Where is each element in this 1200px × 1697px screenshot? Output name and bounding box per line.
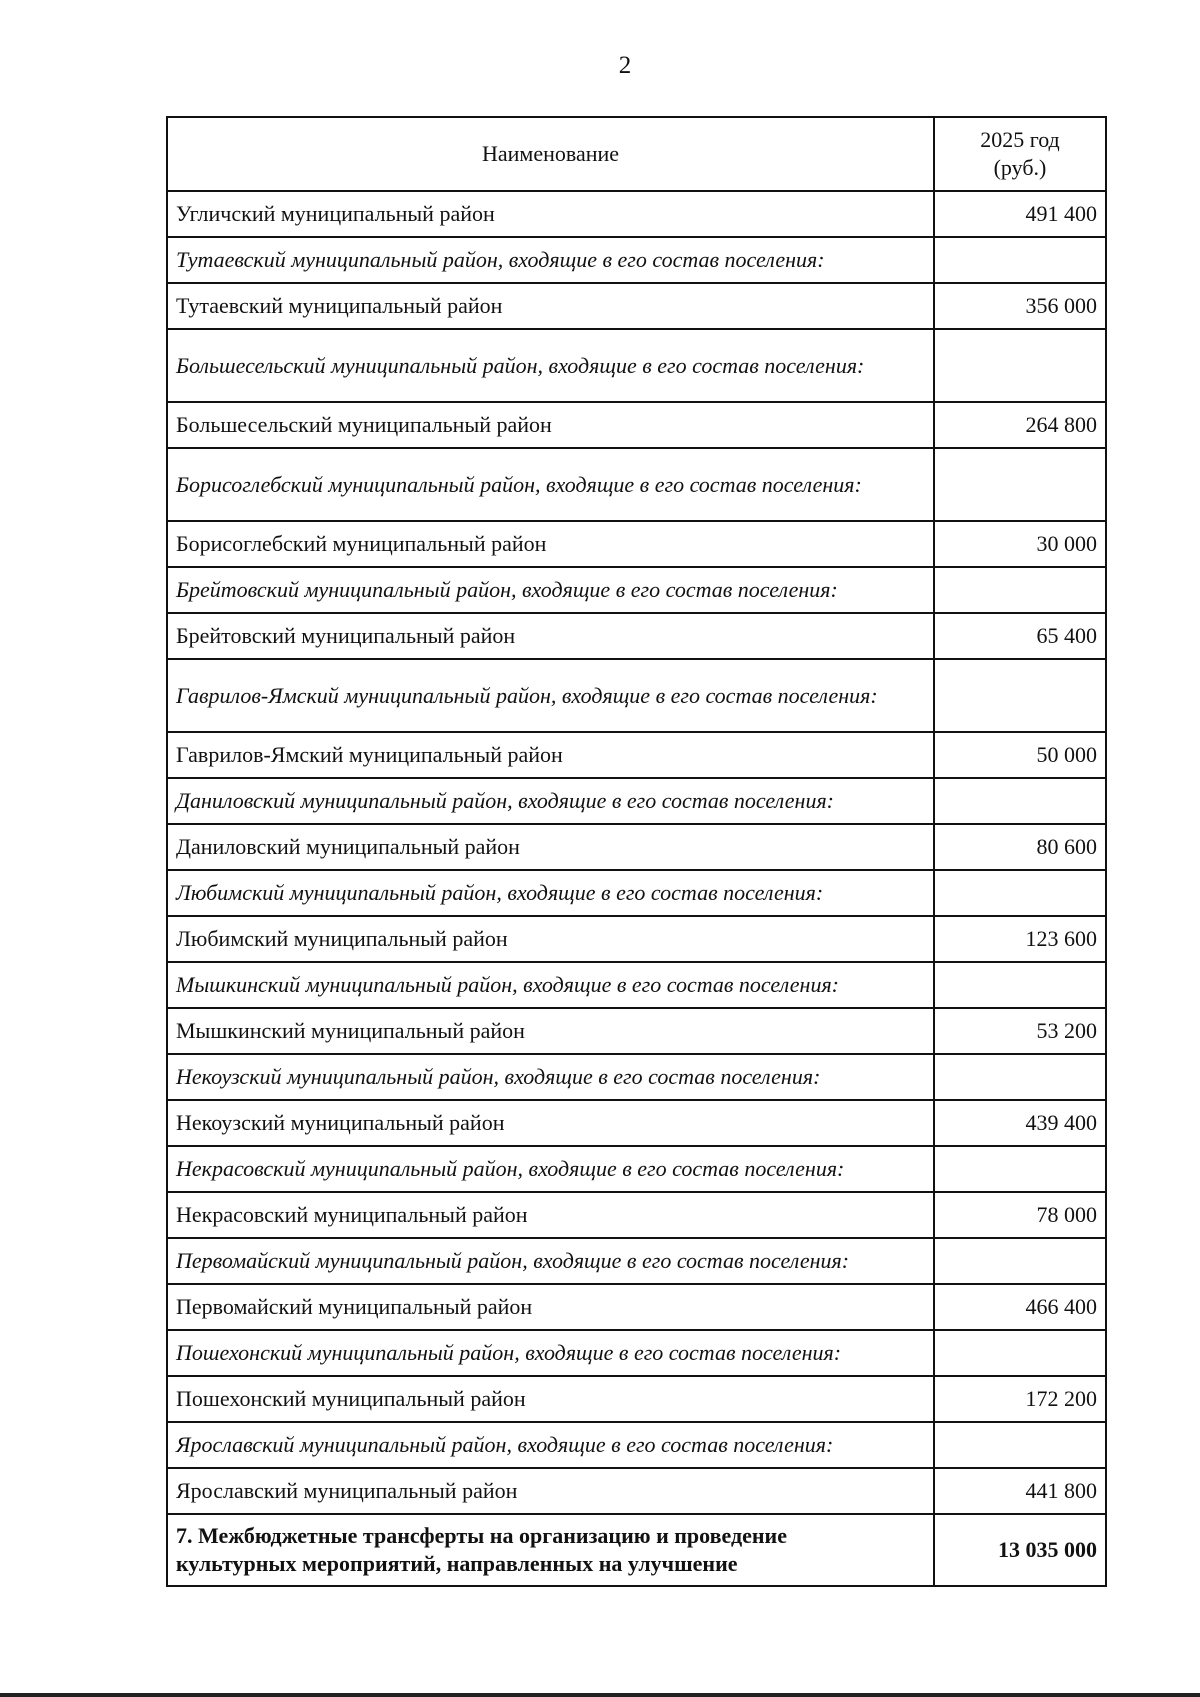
table-row-group-heading — [167, 1422, 1106, 1468]
table-cell-name: Первомайский муниципальный район — [167, 1284, 934, 1330]
table-cell-name: Некрасовский муниципальный район — [167, 1192, 934, 1238]
table-row-district — [167, 824, 1106, 870]
table-row-group-heading — [167, 448, 1106, 521]
table-cell-amount — [934, 1330, 1106, 1376]
table-row-district — [167, 916, 1106, 962]
table-row-district — [167, 1008, 1106, 1054]
table-row-district — [167, 283, 1106, 329]
column-header-year-line2: (руб.) — [993, 155, 1047, 180]
table-cell-name: Гаврилов-Ямский муниципальный район, входящие в его состав поселения: — [167, 659, 934, 732]
table-row-group-heading — [167, 962, 1106, 1008]
table-row-group-heading — [167, 870, 1106, 916]
table-row-group-heading — [167, 237, 1106, 283]
table-cell-amount: 65 400 — [934, 613, 1106, 659]
table-cell-amount: 491 400 — [934, 191, 1106, 237]
table-row-group-heading — [167, 1146, 1106, 1192]
table-row-district — [167, 1284, 1106, 1330]
page-number: 2 — [618, 52, 632, 79]
table-row-group-heading — [167, 1238, 1106, 1284]
table-cell-name: Большесельский муниципальный район, входящие в его состав поселения: — [167, 329, 934, 402]
table-cell-amount: 78 000 — [934, 1192, 1106, 1238]
table-row-district — [167, 732, 1106, 778]
column-header-year-line1: 2025 год — [980, 127, 1060, 152]
table-cell-amount: 172 200 — [934, 1376, 1106, 1422]
table-header-row — [167, 117, 1106, 191]
table-cell-name: Угличский муниципальный район — [167, 191, 934, 237]
table-row-group-heading — [167, 659, 1106, 732]
table-row-district — [167, 521, 1106, 567]
table-cell-name: Любимский муниципальный район, входящие в его состав поселения: — [167, 870, 934, 916]
total-row-name-line1: 7. Межбюджетные трансферты на организацию и проведение — [176, 1523, 787, 1548]
table-row-group-heading — [167, 567, 1106, 613]
table-cell-amount — [934, 870, 1106, 916]
page-bottom-border — [0, 1693, 1200, 1697]
table-cell-amount — [934, 962, 1106, 1008]
table-row-group-heading — [167, 329, 1106, 402]
table-cell-amount — [934, 659, 1106, 732]
table-cell-amount: 80 600 — [934, 824, 1106, 870]
table-cell-name: Пошехонский муниципальный район, входящие в его состав поселения: — [167, 1330, 934, 1376]
table-cell-name: Борисоглебский муниципальный район — [167, 521, 934, 567]
table-cell-name: Тутаевский муниципальный район, входящие в его состав поселения: — [167, 237, 934, 283]
table-cell-amount — [934, 1238, 1106, 1284]
column-header-name: Наименование — [167, 117, 934, 191]
table-cell-amount: 441 800 — [934, 1468, 1106, 1514]
table-cell-name: Тутаевский муниципальный район — [167, 283, 934, 329]
table-cell-name: Большесельский муниципальный район — [167, 402, 934, 448]
table-cell-name: Первомайский муниципальный район, входящие в его состав поселения: — [167, 1238, 934, 1284]
table-cell-name: Мышкинский муниципальный район — [167, 1008, 934, 1054]
table-cell-amount — [934, 329, 1106, 402]
table-row-district — [167, 1468, 1106, 1514]
table-cell-name: Любимский муниципальный район — [167, 916, 934, 962]
table-cell-name: Некрасовский муниципальный район, входящие в его состав поселения: — [167, 1146, 934, 1192]
table-cell-name: Даниловский муниципальный район — [167, 824, 934, 870]
table-row-district — [167, 191, 1106, 237]
table-cell-amount: 466 400 — [934, 1284, 1106, 1330]
table-cell-name: Брейтовский муниципальный район, входящие в его состав поселения: — [167, 567, 934, 613]
table-cell-amount — [934, 567, 1106, 613]
table-body — [167, 191, 1106, 1514]
table-cell-amount: 30 000 — [934, 521, 1106, 567]
table-cell-amount: 439 400 — [934, 1100, 1106, 1146]
table-cell-name: Мышкинский муниципальный район, входящие в его состав поселения: — [167, 962, 934, 1008]
table-cell-amount — [934, 1422, 1106, 1468]
total-row-value: 13 035 000 — [934, 1514, 1106, 1586]
table-row-group-heading — [167, 778, 1106, 824]
total-row-name-line2: культурных мероприятий, направленных на улучшение — [176, 1551, 738, 1576]
table-cell-amount — [934, 1146, 1106, 1192]
table-cell-name: Некоузский муниципальный район, входящие в его состав поселения: — [167, 1054, 934, 1100]
total-row-name — [167, 1514, 934, 1586]
table-row-group-heading — [167, 1054, 1106, 1100]
table-cell-amount: 356 000 — [934, 283, 1106, 329]
table-cell-name: Борисоглебский муниципальный район, входящие в его состав поселения: — [167, 448, 934, 521]
table-cell-name: Даниловский муниципальный район, входящие в его состав поселения: — [167, 778, 934, 824]
table-cell-amount: 123 600 — [934, 916, 1106, 962]
table-cell-name: Ярославский муниципальный район — [167, 1468, 934, 1514]
table-cell-name: Гаврилов-Ямский муниципальный район — [167, 732, 934, 778]
table-cell-amount — [934, 237, 1106, 283]
table-cell-amount: 50 000 — [934, 732, 1106, 778]
column-header-year — [934, 117, 1106, 191]
table-cell-name: Некоузский муниципальный район — [167, 1100, 934, 1146]
table-row-district — [167, 1100, 1106, 1146]
table-row-district — [167, 1192, 1106, 1238]
table-cell-name: Ярославский муниципальный район, входящие в его состав поселения: — [167, 1422, 934, 1468]
budget-table — [166, 116, 1107, 1587]
table-cell-amount — [934, 778, 1106, 824]
table-cell-amount: 53 200 — [934, 1008, 1106, 1054]
table-row-district — [167, 402, 1106, 448]
table-cell-amount — [934, 448, 1106, 521]
table-row-group-heading — [167, 1330, 1106, 1376]
table-cell-name: Брейтовский муниципальный район — [167, 613, 934, 659]
total-row — [167, 1514, 1106, 1586]
table-cell-name: Пошехонский муниципальный район — [167, 1376, 934, 1422]
table-cell-amount — [934, 1054, 1106, 1100]
table-cell-amount: 264 800 — [934, 402, 1106, 448]
table-row-district — [167, 613, 1106, 659]
table-row-district — [167, 1376, 1106, 1422]
